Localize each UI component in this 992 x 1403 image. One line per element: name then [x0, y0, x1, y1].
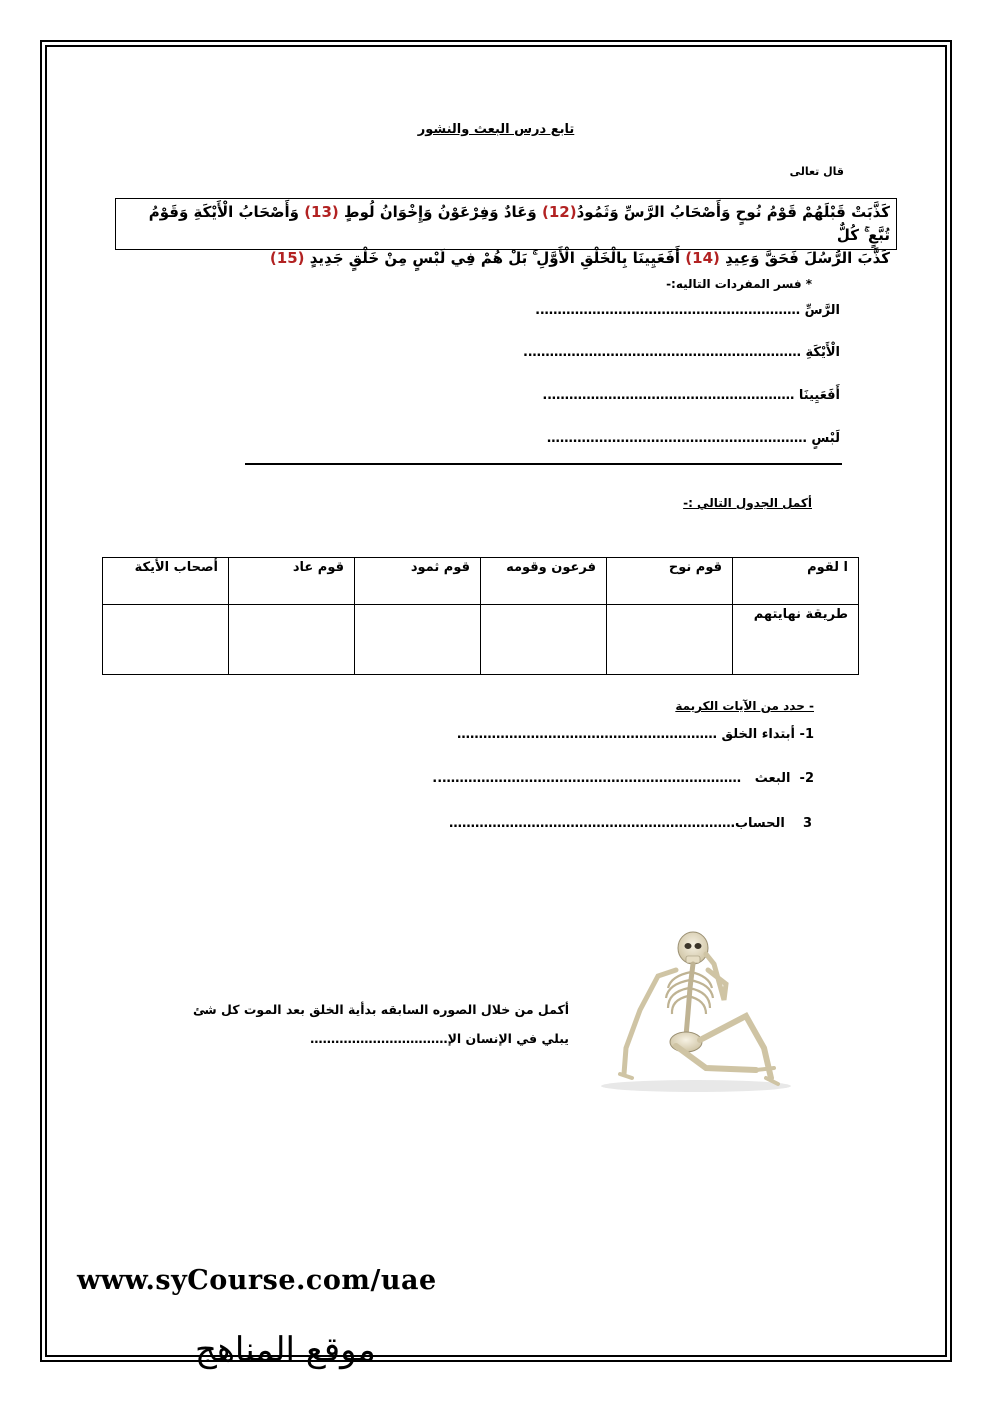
table-answer-cell[interactable]	[355, 605, 481, 675]
identify-row	[457, 727, 814, 742]
identify-number: 1-	[799, 727, 814, 742]
table-header-cell: قوم نوح	[607, 558, 733, 605]
completion-table	[102, 557, 859, 675]
table-row-label: طريقة نهايتهم	[733, 605, 859, 675]
identify-label: البعث	[754, 771, 791, 786]
table-answer-cell[interactable]	[481, 605, 607, 675]
verse-number: (14)	[685, 249, 720, 267]
identify-label: الحساب	[734, 816, 785, 831]
page-title: تابع درس البعث والنشور	[417, 122, 575, 137]
answer-blank[interactable]: …………………………………………………….	[535, 303, 801, 318]
section-divider	[245, 463, 842, 465]
answer-blank[interactable]: …………………………………………………………	[448, 816, 735, 831]
verse-number: (15)	[269, 249, 305, 267]
vocab-word: أَفَعَيِينَا	[798, 388, 840, 403]
verse-text: كَذَّبَتْ قَبْلَهُمْ قَوْمُ نُوحٍ وَأَصْحَابُ الرَّسِّ وَثَمُودُ	[576, 203, 890, 221]
vocab-row	[535, 303, 840, 318]
identify-number: 3	[802, 816, 812, 831]
identify-label: أبتداء الخلق	[721, 727, 796, 742]
vocab-word: الرَّسِّ	[804, 303, 840, 318]
table-header-cell: فرعون وقومه	[481, 558, 607, 605]
table-header-cell: قوم ثمود	[355, 558, 481, 605]
site-logo-text: موقع المناهج	[195, 1330, 376, 1370]
table-heading: أكمل الجدول التالي :-	[683, 496, 812, 510]
table-header-cell: أصحاب الأيكة	[103, 558, 229, 605]
vocab-row	[547, 431, 840, 446]
vocab-row	[542, 388, 840, 403]
verse-text: كَذَّبَ الرُّسُلَ فَحَقَّ وَعِيدِ	[719, 249, 890, 267]
table-answer-cell[interactable]	[607, 605, 733, 675]
answer-blank[interactable]: ……………………………………………………………..	[432, 771, 742, 786]
verse-number: (12)	[541, 203, 577, 221]
table-header-cell: قوم عاد	[229, 558, 355, 605]
answer-blank[interactable]: ………………………………………………….	[542, 388, 795, 403]
answer-blank[interactable]: ……………………………………………………	[456, 727, 717, 742]
table-header-cell: ا لقوم	[733, 558, 859, 605]
vocab-word: الْأَيْكَةِ	[805, 345, 840, 360]
answer-blank[interactable]: ……………………………………………………	[546, 431, 807, 446]
identify-row	[432, 771, 814, 786]
verse-box	[115, 198, 897, 267]
verse-text: أَفَعَيِينَا بِالْخَلْقِ الْأَوَّلِ ۚ بَلْ هُمْ فِي لَبْسٍ مِنْ خَلْقٍ جَدِيدٍ	[304, 249, 686, 267]
verse-text: وَأَصْحَابُ الْأَيْكَةِ وَقَوْمُ تُبَّعٍ ۚ كُلٌّ	[148, 203, 890, 244]
said-label: قال تعالى	[789, 165, 844, 178]
verse-line-1	[122, 201, 890, 247]
verse-number: (13)	[304, 203, 339, 221]
verse-line-2	[122, 247, 890, 270]
identify-row	[449, 816, 812, 831]
vocab-heading: * فسر المفردات التاليه:-	[666, 277, 812, 291]
verse-text: وَعَادٌ وَفِرْعَوْنُ وَإِخْوَانُ لُوطٍ	[338, 203, 542, 221]
table-answer-cell[interactable]	[229, 605, 355, 675]
identify-number: 2-	[799, 771, 814, 786]
website-footer: www.syCourse.com/uae	[77, 1265, 437, 1296]
identify-heading: - حدد من الآيات الكريمة	[675, 699, 814, 713]
completion-line-1: أكمل من خلال الصوره السابقه بدأية الخلق بعد الموت كل شئ	[192, 1002, 569, 1017]
table-answer-cell[interactable]	[103, 605, 229, 675]
vocab-row	[523, 345, 840, 360]
skeleton-image	[596, 928, 796, 1093]
completion-line-2[interactable]: يبلي في الإنسان الإ……………………………	[310, 1031, 569, 1046]
answer-blank[interactable]: ……………………………………………………….	[523, 345, 801, 360]
vocab-word: لَبْسٍ	[811, 431, 840, 446]
